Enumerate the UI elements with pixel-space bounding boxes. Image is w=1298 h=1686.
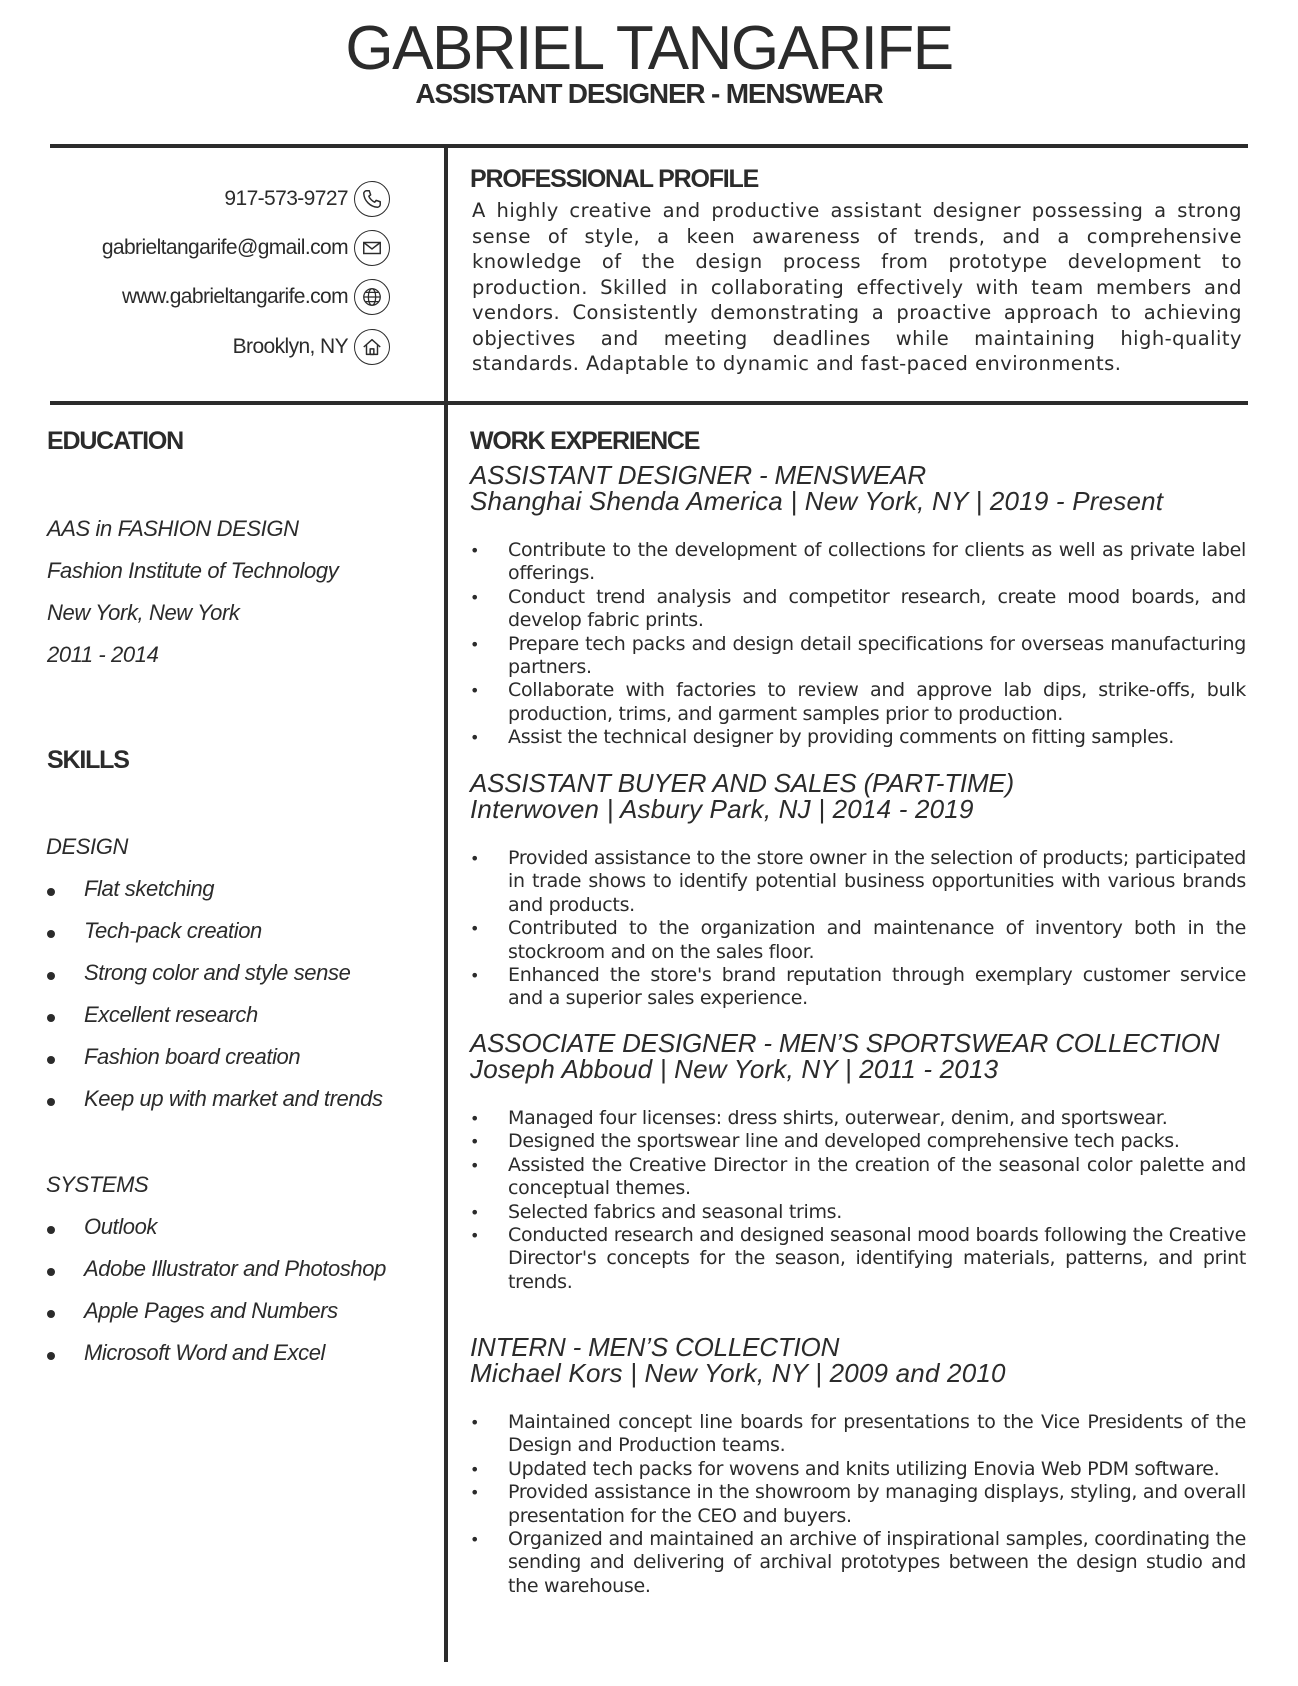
contact-phone xyxy=(224,179,390,219)
job-bullet: • Managed four licenses: dress shirts, outerwear, denim, and sportswear. xyxy=(470,1107,1246,1130)
bullet xyxy=(47,1352,55,1360)
bullet xyxy=(47,888,55,896)
bullet xyxy=(47,1056,55,1064)
location-text: Brooklyn, NY xyxy=(232,335,348,358)
job-bullets xyxy=(470,539,1246,750)
bullet xyxy=(47,1226,55,1234)
education-years: 2011 - 2014 xyxy=(47,642,159,667)
bullet xyxy=(47,972,55,980)
candidate-name: GABRIEL TANGARIFE xyxy=(345,14,953,83)
job-bullet: • Designed the sportswear line and developed comprehensive tech packs. xyxy=(470,1130,1246,1153)
job-bullet: • Contributed to the organization and maintenance of inventory both in the stockroom and on the sales floor. xyxy=(470,917,1246,964)
skill-item: Tech-pack creation xyxy=(84,918,262,943)
job-bullet: • Conduct trend analysis and competitor research, create mood boards, and develop fabric prints. xyxy=(470,586,1246,633)
job-bullet: • Updated tech packs for wovens and knits utilizing Enovia Web PDM software. xyxy=(470,1458,1246,1481)
skills-design-label: DESIGN xyxy=(46,834,128,859)
job-bullet: • Assisted the Creative Director in the creation of the seasonal color palette and conceptual themes. xyxy=(470,1154,1246,1201)
skills-heading: SKILLS xyxy=(47,746,129,774)
job-bullet: • Conducted research and designed seasonal mood boards following the Creative Director's concepts for the season, identifying materials, patterns, and print trends. xyxy=(470,1224,1246,1294)
job-bullets xyxy=(470,1411,1246,1598)
skill-item: Adobe Illustrator and Photoshop xyxy=(84,1256,386,1281)
profile-text: A highly creative and productive assistant designer possessing a strong sense of style, a keen awareness of trends, and a comprehensive knowledge of the design process from prototype development to production. Skilled in collaborating effectively with team members and vendors. Consistently demonstrating a proactive approach to achieving objectives and meeting deadlines while maintaining high-quality standards. Adaptable to dynamic and fast-paced environments. xyxy=(472,199,1242,375)
phone-icon xyxy=(354,181,390,217)
bullet xyxy=(47,1098,55,1106)
job-bullet: • Selected fabrics and seasonal trims. xyxy=(470,1201,1246,1224)
bullet xyxy=(47,930,55,938)
job-meta: Interwoven | Asbury Park, NJ | 2014 - 2019 xyxy=(470,794,974,824)
job-meta: Michael Kors | New York, NY | 2009 and 2010 xyxy=(470,1358,1006,1388)
job-bullets xyxy=(470,1107,1246,1294)
contact-location xyxy=(233,327,390,367)
job-bullet: • Enhanced the store's brand reputation through exemplary customer service and a superior sales experience. xyxy=(470,964,1246,1011)
job-meta: Shanghai Shenda America | New York, NY | 2019 - Present xyxy=(470,486,1164,516)
education-heading: EDUCATION xyxy=(47,427,183,455)
job-bullets xyxy=(470,847,1246,1011)
contact-website xyxy=(122,277,390,317)
phone-text: 917-573-9727 xyxy=(224,187,348,210)
envelope-icon xyxy=(354,230,390,266)
job-bullet: • Collaborate with factories to review and approve lab dips, strike-offs, bulk production, trims, and garment samples prior to production. xyxy=(470,679,1246,726)
job-meta: Joseph Abboud | New York, NY | 2011 - 2013 xyxy=(470,1054,999,1084)
education-location: New York, New York xyxy=(47,600,240,625)
job-bullet: • Organized and maintained an archive of inspirational samples, coordinating the sending and delivering of archival prototypes between the design studio and the warehouse. xyxy=(470,1528,1246,1598)
job-entry xyxy=(470,770,1246,1011)
job-bullet: • Contribute to the development of collections for clients as well as private label offerings. xyxy=(470,539,1246,586)
bullet xyxy=(47,1014,55,1022)
skill-item: Flat sketching xyxy=(84,876,215,901)
top-divider xyxy=(50,144,1248,148)
job-bullet: • Maintained concept line boards for presentations to the Vice Presidents of the Design and Production teams. xyxy=(470,1411,1246,1458)
skill-item: Outlook xyxy=(84,1214,158,1239)
job-entry xyxy=(470,1334,1246,1598)
job-title: INTERN - MEN’S COLLECTION xyxy=(470,1332,840,1362)
bullet xyxy=(47,1268,55,1276)
profile-heading: PROFESSIONAL PROFILE xyxy=(470,165,759,193)
job-bullet: • Prepare tech packs and design detail specifications for overseas manufacturing partners. xyxy=(470,633,1246,680)
job-bullet: • Provided assistance to the store owner in the selection of products; participated in trade shows to identify potential business opportunities with various brands and products. xyxy=(470,847,1246,917)
website-text: www.gabrieltangarife.com xyxy=(121,285,348,308)
email-text: gabrieltangarife@gmail.com xyxy=(101,236,348,259)
skills-systems-label: SYSTEMS xyxy=(46,1172,149,1197)
job-bullet: • Assist the technical designer by providing comments on fitting samples. xyxy=(470,726,1246,749)
job-title: ASSOCIATE DESIGNER - MEN’S SPORTSWEAR COLLECTION xyxy=(470,1028,1220,1058)
education-degree: AAS in FASHION DESIGN xyxy=(47,516,299,541)
job-title: ASSISTANT DESIGNER - MENSWEAR xyxy=(470,460,926,490)
skill-item: Apple Pages and Numbers xyxy=(84,1298,338,1323)
column-divider xyxy=(444,148,448,1662)
work-heading: WORK EXPERIENCE xyxy=(470,427,700,455)
skill-item: Microsoft Word and Excel xyxy=(84,1340,326,1365)
contact-email xyxy=(102,228,390,268)
job-entry xyxy=(470,1030,1246,1294)
job-title: ASSISTANT BUYER AND SALES (PART-TIME) xyxy=(470,768,1015,798)
skill-item: Keep up with market and trends xyxy=(84,1086,383,1111)
candidate-title: ASSISTANT DESIGNER - MENSWEAR xyxy=(415,78,883,109)
globe-icon xyxy=(354,279,390,315)
skill-item: Fashion board creation xyxy=(84,1044,301,1069)
home-icon xyxy=(354,329,390,365)
bullet xyxy=(47,1310,55,1318)
job-bullet: • Provided assistance in the showroom by managing displays, styling, and overall presentation for the CEO and buyers. xyxy=(470,1481,1246,1528)
education-school: Fashion Institute of Technology xyxy=(47,558,339,583)
job-entry xyxy=(470,462,1246,750)
skill-item: Excellent research xyxy=(84,1002,258,1027)
skill-item: Strong color and style sense xyxy=(84,960,351,985)
middle-divider xyxy=(50,401,1248,405)
